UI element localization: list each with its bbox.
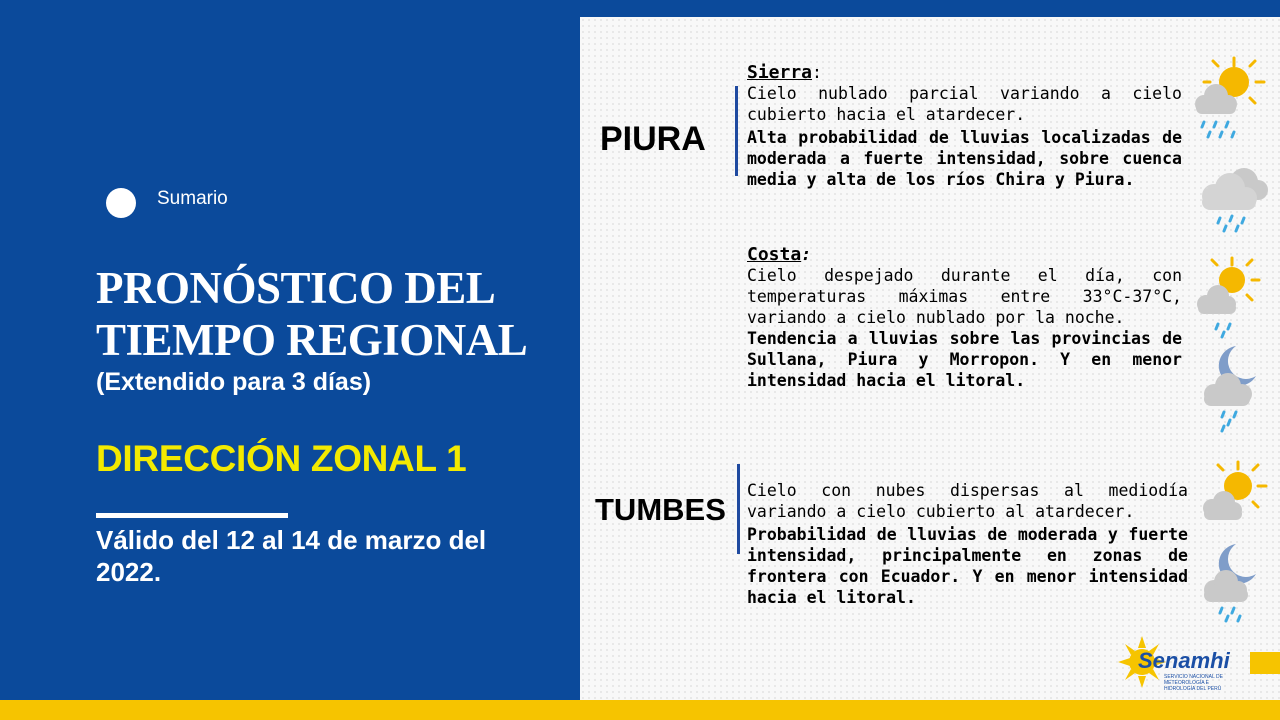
moon-cloud-rain-icon	[1196, 540, 1276, 630]
piura-costa-block	[747, 244, 1182, 391]
zone-title: DIRECCIÓN ZONAL 1	[96, 438, 467, 479]
sun-cloud-rain-icon	[1192, 254, 1272, 340]
logo-tagline: SERVICIO NACIONAL DE METEOROLOGÍA E HIDROLOGÍA DEL PERÚ	[1164, 674, 1223, 692]
tumbes-text: Cielo con nubes dispersas al mediodía variando a cielo cubierto al atardecer.	[747, 481, 1188, 521]
piura-sierra-block	[747, 62, 1182, 190]
tumbes-bold-text: Probabilidad de lluvias de moderada y fuerte intensidad, principalmente en zonas de frontera con Ecuador. Y en menor intensidad hacia el litoral.	[747, 525, 1188, 607]
top-strip	[580, 0, 1280, 17]
costa-heading: Costa	[747, 244, 802, 265]
tumbes-block	[747, 480, 1188, 608]
costa-text: Cielo despejado durante el día, con temperaturas máximas entre 33°C-37°C, variando a cielo nublado por la noche.	[747, 266, 1182, 327]
sierra-text: Cielo nublado parcial variando a cielo cubierto hacia el atardecer.	[747, 84, 1182, 124]
sun-cloud-icon	[1196, 458, 1276, 532]
bottom-bar	[0, 700, 1280, 720]
summary-label: Sumario	[157, 188, 228, 209]
senamhi-logo	[1118, 634, 1238, 690]
page-subtitle: (Extendido para 3 días)	[96, 368, 372, 396]
sierra-bold-text: Alta probabilidad de lluvias localizadas de moderada a fuerte intensidad, sobre cuenca media y alta de los ríos Chira y Piura.	[747, 128, 1182, 189]
page-title: PRONÓSTICO DEL TIEMPO REGIONAL	[96, 263, 528, 365]
sierra-heading: Sierra	[747, 62, 813, 83]
logo-brand-text: Senamhi	[1138, 648, 1230, 673]
region-tumbes-label: TUMBES	[595, 492, 726, 527]
sun-cloud-rain-icon	[1190, 52, 1270, 144]
tumbes-divider-line	[737, 464, 740, 554]
bullet-dot	[106, 188, 136, 218]
moon-cloud-rain-icon	[1194, 342, 1274, 436]
validity-text: Válido del 12 al 14 de marzo del 2022.	[96, 525, 487, 587]
divider	[96, 513, 288, 518]
costa-heading-colon: :	[801, 245, 812, 264]
region-piura-label: PIURA	[600, 120, 706, 158]
costa-bold-text: Tendencia a lluvias sobre las provincias de Sullana, Piura y Morropon. Y en menor intensidad hacia el litoral.	[747, 329, 1182, 390]
sierra-heading-colon: :	[812, 63, 822, 82]
cloud-rain-icon	[1196, 160, 1276, 236]
yellow-tab	[1250, 652, 1280, 674]
piura-divider-line	[735, 86, 738, 176]
